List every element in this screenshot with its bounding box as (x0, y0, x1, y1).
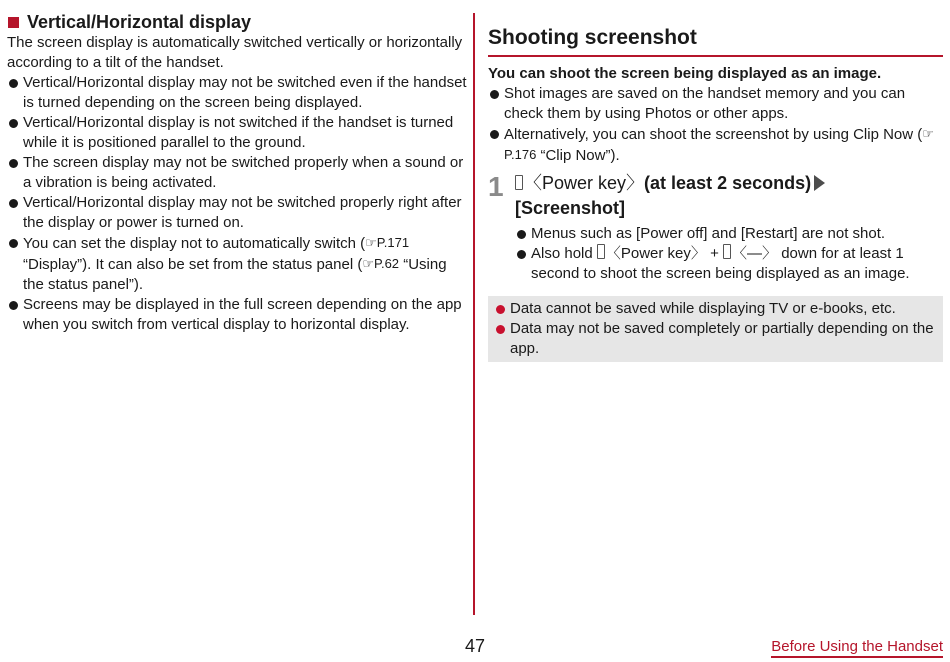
power-key-icon (515, 175, 523, 190)
power-key-icon (597, 244, 605, 259)
lead-text: You can shoot the screen being displayed as an image. (488, 65, 882, 83)
intro-text: The screen display is automatically switched vertically or horizontally according to a tilt of the handset. (7, 34, 463, 71)
step-number: 1 (488, 171, 504, 203)
note-box (488, 296, 943, 362)
note-list (494, 299, 935, 359)
chapter-link[interactable]: Before Using the Handset (771, 638, 943, 658)
page-reference-link[interactable]: ☞P.171 (365, 235, 410, 250)
left-column (7, 11, 467, 335)
arrow-right-icon (814, 175, 825, 191)
list-item: Vertical/Horizontal display may not be switched even if the handset is turned depending on the screen being displayed. (7, 73, 467, 113)
right-column (488, 11, 943, 362)
page-reference-link[interactable]: ☞P.176 (504, 126, 934, 163)
list-item: Screens may be displayed in the full screen depending on the app when you switch from vertical display to horizontal display. (7, 295, 467, 335)
volume-down-key-icon (723, 244, 731, 259)
page-title: Shooting screenshot (488, 25, 943, 57)
list-item: Data may not be saved completely or partially depending on the app. (494, 319, 935, 359)
step-1 (488, 171, 943, 284)
page-number: 47 (465, 636, 486, 656)
column-divider (473, 13, 475, 615)
step-notes (515, 224, 943, 284)
list-item: You can set the display not to automatically switch (☞P.171 “Display”). It can also be set from the status panel (☞P.62 “Using the status panel”). (7, 233, 467, 295)
bullet-list (7, 73, 467, 335)
list-item: Vertical/Horizontal display may not be switched properly right after the display or power is turned on. (7, 193, 467, 233)
list-item: Vertical/Horizontal display is not switched if the handset is turned while it is positioned parallel to the ground. (7, 113, 467, 153)
square-bullet-icon (8, 17, 19, 28)
list-item: The screen display may not be switched properly when a sound or a vibration is being activated. (7, 153, 467, 193)
list-item: Data cannot be saved while displaying TV or e-books, etc. (494, 299, 935, 319)
list-item: Also hold 〈Power key〉 + 〈—〉 down for at least 1 second to shoot the screen being displayed as an image. (515, 244, 943, 284)
section-heading: Vertical/Horizontal display (7, 11, 467, 33)
step-target: [Screenshot] (515, 198, 626, 219)
list-item: Menus such as [Power off] and [Restart] are not shot. (515, 224, 943, 244)
list-item: Alternatively, you can shoot the screenshot by using Clip Now (☞P.176 “Clip Now”). (488, 124, 943, 166)
step-instruction: 〈Power key〉(at least 2 seconds) (515, 171, 943, 196)
bullet-list (488, 84, 943, 166)
page-reference-link[interactable]: ☞P.62 (362, 256, 400, 271)
list-item: Shot images are saved on the handset memory and you can check them by using Photos or other apps. (488, 84, 943, 124)
